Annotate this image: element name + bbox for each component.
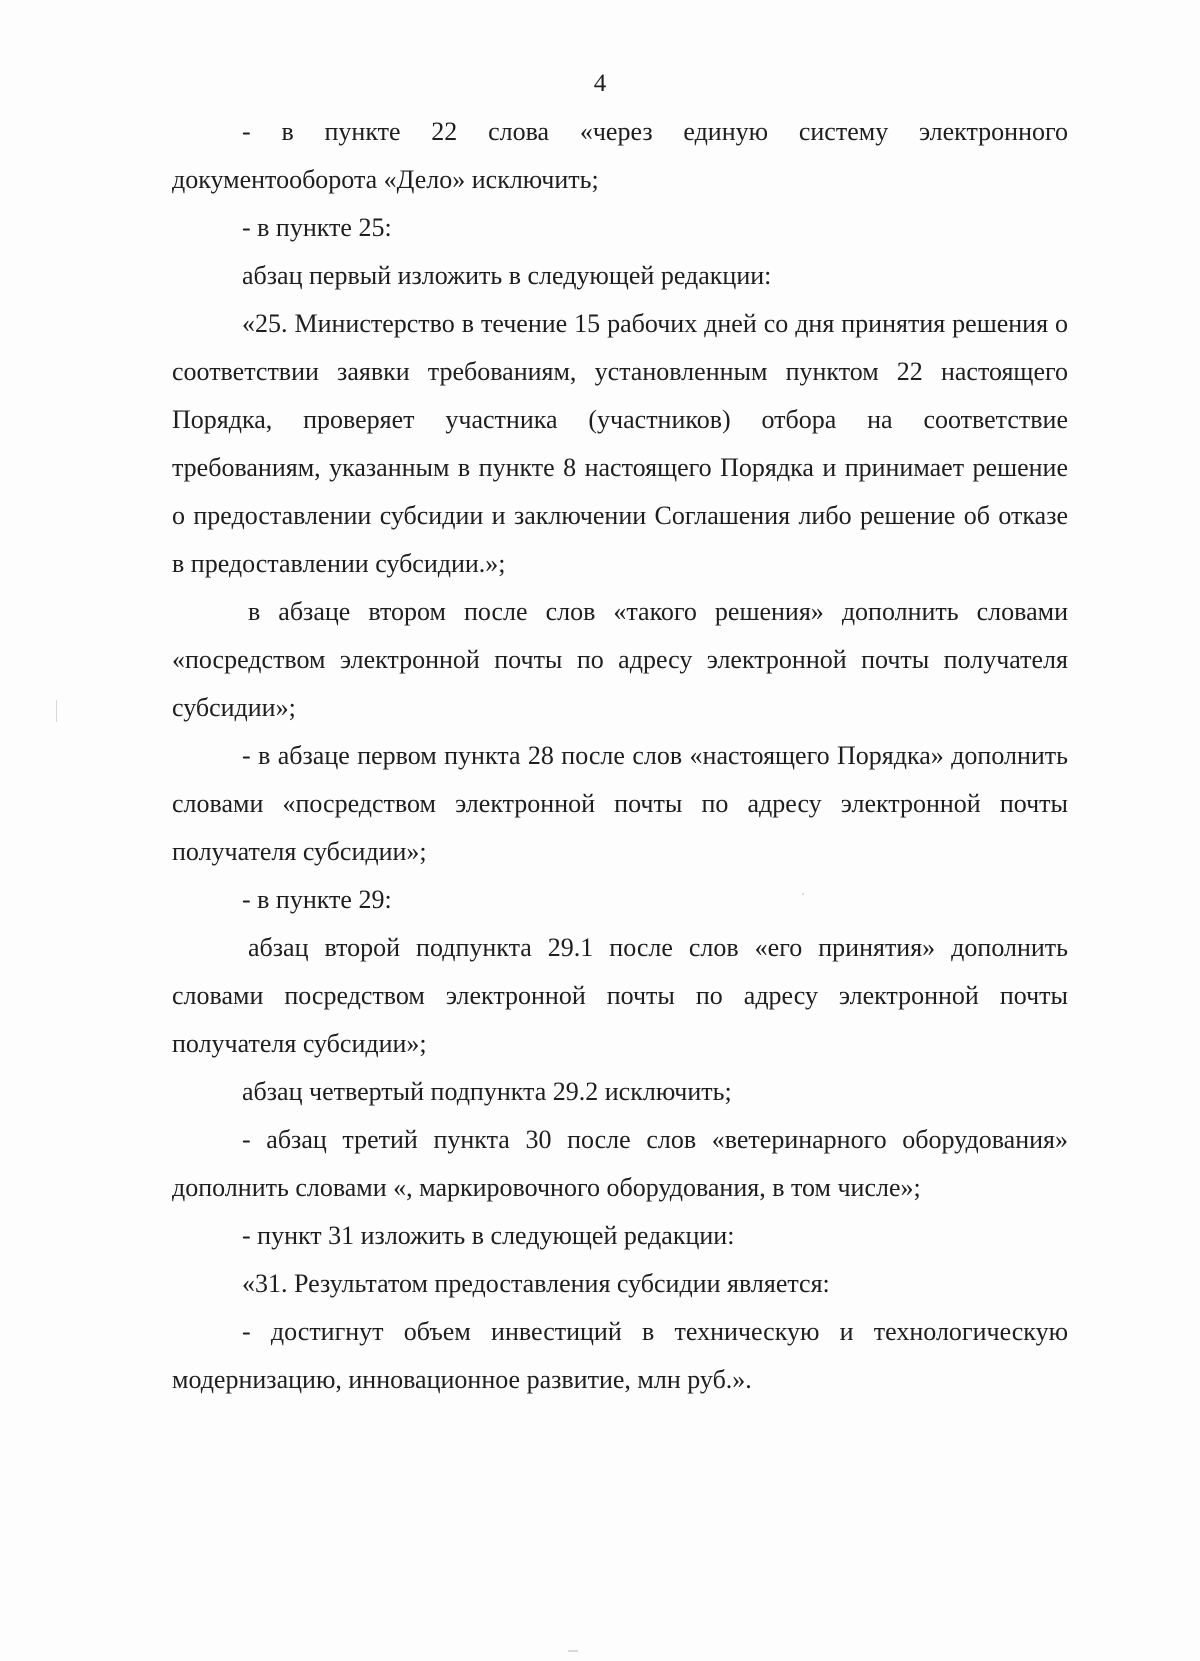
paragraph: в абзаце втором после слов «такого решения» дополнить словами «посредством электронной почты по адресу электронной почты получателя субсидии»; — [172, 597, 1068, 722]
document-body — [172, 108, 1068, 1404]
paragraph: - в пункте 22 слова «через единую систему электронного документооборота «Дело» исключить; — [172, 117, 1068, 194]
paragraph: - в пункте 29: — [242, 885, 392, 914]
paragraph: абзац четвертый подпункта 29.2 исключить; — [242, 1077, 732, 1106]
paragraph: абзац второй подпункта 29.1 после слов «его принятия» дополнить словами посредством электронной почты по адресу электронной почты получателя субсидии»; — [172, 933, 1068, 1058]
paragraph: «25. Министерство в течение 15 рабочих дней со дня принятия решения о соответствии заявки требованиям, установленным пунктом 22 настоящего Порядка, проверяет участника (участников) отбора на соответствие требованиям, указанным в пункте 8 настоящего Порядка и принимает решение о предоставлении субсидии и заключении Соглашения либо решение об отказе в предоставлении субсидии.»; — [172, 309, 1068, 578]
scan-speck — [56, 700, 57, 722]
paragraph: - абзац третий пункта 30 после слов «ветеринарного оборудования» дополнить словами «, маркировочного оборудования, в том числе»; — [172, 1125, 1068, 1202]
paragraph: абзац первый изложить в следующей редакции: — [242, 261, 772, 290]
paragraph: - достигнут объем инвестиций в техническую и технологическую модернизацию, инновационное развитие, млн руб.». — [172, 1317, 1068, 1394]
paragraph: - в абзаце первом пункта 28 после слов «настоящего Порядка» дополнить словами «посредством электронной почты по адресу электронной почты получателя субсидии»; — [172, 741, 1068, 866]
paragraph: - пункт 31 изложить в следующей редакции: — [242, 1221, 735, 1250]
paragraph: - в пункте 25: — [242, 213, 392, 242]
scan-speck — [802, 893, 804, 895]
page-number: 4 — [593, 70, 607, 97]
paragraph: «31. Результатом предоставления субсидии является: — [242, 1269, 830, 1298]
scan-speck — [568, 1650, 578, 1652]
